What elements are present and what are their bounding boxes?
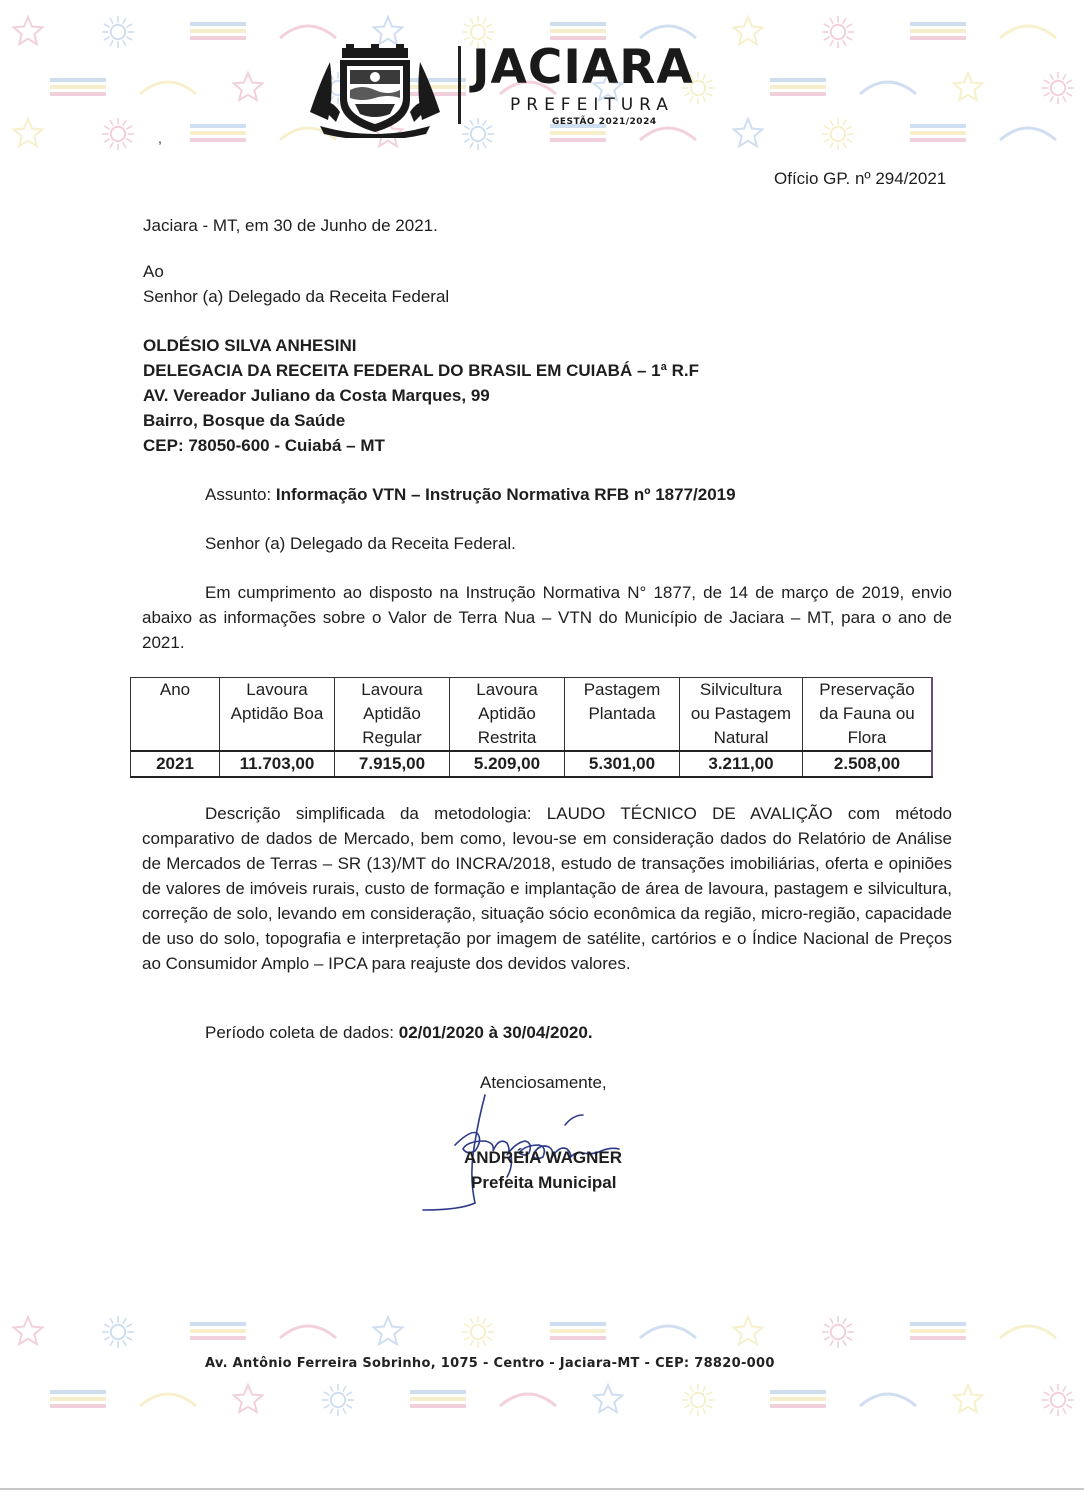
vtn-header-lavoura-regular: Lavoura Aptidão Regular: [335, 678, 450, 752]
vtn-header-lavoura-boa: Lavoura Aptidão Boa: [220, 678, 335, 752]
brand-subtitle: PREFEITURA: [510, 95, 674, 115]
subject-label: Assunto:: [205, 485, 272, 504]
recipient-district: Bairro, Bosque da Saúde: [143, 411, 346, 430]
to-title: Senhor (a) Delegado da Receita Federal: [143, 287, 450, 306]
closing: Atenciosamente,: [480, 1073, 607, 1092]
recipient-cep-city: CEP: 78050-600 - Cuiabá – MT: [143, 436, 385, 455]
coat-of-arms-icon: [300, 42, 450, 138]
vtn-cell-pastagem-plantada: 5.301,00: [565, 751, 680, 777]
salutation: Senhor (a) Delegado da Receita Federal.: [205, 534, 516, 553]
header-logo: [300, 42, 770, 142]
subject-line: [205, 482, 736, 507]
recipient-street: AV. Vereador Juliano da Costa Marques, 99: [143, 386, 490, 405]
scan-mark: ,: [158, 130, 162, 146]
recipient-name: OLDÉSIO SILVA ANHESINI: [143, 336, 357, 355]
office-reference: Ofício GP. nº 294/2021: [774, 169, 947, 188]
paragraph-methodology: [142, 801, 952, 976]
signer-name: ANDRÉIA WAGNER: [464, 1148, 623, 1167]
period-value: 02/01/2020 à 30/04/2020.: [398, 1023, 593, 1042]
vtn-table-header-row: [131, 678, 933, 752]
vtn-header-pastagem-plantada: Pastagem Plantada: [565, 678, 680, 752]
brand-term: GESTÃO 2021/2024: [552, 117, 657, 127]
recipient-agency: DELEGACIA DA RECEITA FEDERAL DO BRASIL EM CUIABÁ – 1ª R.F: [143, 361, 699, 380]
signer-role: Prefeita Municipal: [471, 1173, 617, 1192]
data-collection-period: [205, 1020, 593, 1045]
page-bottom-line: [0, 1488, 1084, 1490]
paragraph-methodology-text: Descrição simplificada da metodologia: LAUDO TÉCNICO DE AVALIÇÃO com método comparativo de dados de Mercado, bem como, levou-se em consideração dados do Relatório de Análise de Mercados de Terras – SR (13)/MT do INCRA/2018, estudo de transações imobiliárias, oferta e opiniões de valores de imóveis rurais, custo de formação e implantação de área de lavoura, pastagem e silvicultura, correção de solo, levando em consideração, situação sócio econômica da região, micro-região, capacidade de uso do solo, topografia e interpretação por imagem de satélite, cartórios e o Índice Nacional de Preços ao Consumidor Amplo – IPCA para reajuste dos devidos valores.: [142, 804, 952, 973]
vtn-cell-lavoura-boa: 11.703,00: [220, 751, 335, 777]
vtn-cell-lavoura-regular: 7.915,00: [335, 751, 450, 777]
vtn-cell-silvicultura: 3.211,00: [680, 751, 803, 777]
to-label: Ao: [143, 262, 164, 281]
paragraph-intro: [142, 580, 952, 655]
vtn-header-lavoura-restrita: Lavoura Aptidão Restrita: [450, 678, 565, 752]
footer-address: Av. Antônio Ferreira Sobrinho, 1075 - Centro - Jaciara-MT - CEP: 78820-000: [205, 1356, 775, 1371]
vtn-table-value-row: [131, 751, 933, 777]
logo-divider: [458, 46, 461, 124]
vtn-table: [130, 677, 933, 778]
vtn-cell-ano: 2021: [131, 751, 220, 777]
dateline: Jaciara - MT, em 30 de Junho de 2021.: [143, 216, 438, 235]
vtn-header-ano: Ano: [131, 678, 220, 752]
subject-text: Informação VTN – Instrução Normativa RFB nº 1877/2019: [275, 485, 736, 504]
vtn-cell-preservacao: 2.508,00: [803, 751, 933, 777]
vtn-header-silvicultura: Silvicultura ou Pastagem Natural: [680, 678, 803, 752]
period-label: Período coleta de dados:: [205, 1023, 395, 1042]
vtn-cell-lavoura-restrita: 5.209,00: [450, 751, 565, 777]
brand-name: JACIARA: [472, 40, 694, 95]
vtn-header-preservacao: Preservação da Fauna ou Flora: [803, 678, 933, 752]
paragraph-intro-text: Em cumprimento ao disposto na Instrução Normativa N° 1877, de 14 de março de 2019, envio abaixo as informações sobre o Valor de Terra Nua – VTN do Município de Jaciara – MT, para o ano de 2021.: [142, 583, 952, 652]
